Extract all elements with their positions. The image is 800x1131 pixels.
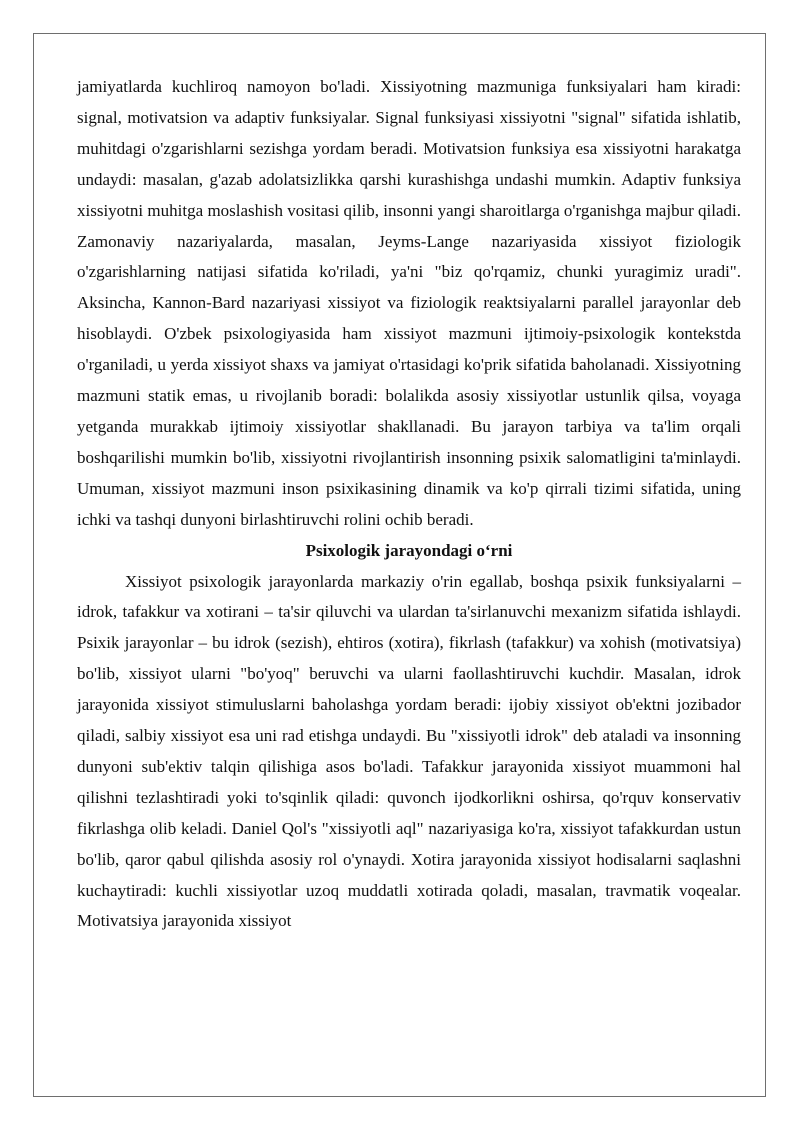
document-body (77, 72, 741, 937)
body-paragraph: jamiyatlarda kuchliroq namoyon bo'ladi. Xissiyotning mazmuniga funksiyalari ham kiradi: signal, motivatsion va adaptiv funksiyalar. Signal funksiyasi xissiyotni "signal" sifatida ishlatib, muhitdagi o'zgarishlarni sezishga yordam beradi. Motivatsion funksiya esa xissiyotni harakatga undaydi: masalan, g'azab adolatsizlikka qarshi kurashishga undashi mumkin. Adaptiv funksiya xissiyotni muhitga moslashish vositasi qilib, insonni yangi sharoitlarga o'rganishga majbur qiladi. Zamonaviy nazariyalarda, masalan, Jeyms-Lange nazariyasida xissiyot fiziologik o'zgarishlarning natijasi sifatida ko'riladi, ya'ni "biz qo'rqamiz, chunki yuragimiz uradi". Aksincha, Kannon-Bard nazariyasi xissiyot va fiziologik reaktsiyalarni parallel jarayonlar deb hisoblaydi. O'zbek psixologiyasida ham xissiyot mazmuni ijtimoiy-psixologik kontekstda o'rganiladi, u yerda xissiyot shaxs va jamiyat o'rtasidagi ko'prik sifatida baholanadi. Xissiyotning mazmuni statik emas, u rivojlanib boradi: bolalikda asosiy xissiyotlar ustunlik qilsa, voyaga yetganda murakkab ijtimoiy xissiyotlar shakllanadi. Bu jarayon tarbiya va ta'lim orqali boshqarilishi mumkin bo'lib, xissiyotni rivojlantirish insonning psixik salomatligini ta'minlaydi. Umuman, xissiyot mazmuni inson psixikasining dinamik va ko'p qirrali tizimi sifatida, uning ichki va tashqi dunyoni birlashtiruvchi rolini ochib beradi. (77, 77, 741, 529)
body-paragraph: Xissiyot psixologik jarayonlarda markaziy o'rin egallab, boshqa psixik funksiyalarni – idrok, tafakkur va xotirani – ta'sir qiluvchi va ulardan ta'sirlanuvchi mexanizm sifatida ishlaydi. Psixik jarayonlar – bu idrok (sezish), ehtiros (xotira), fikrlash (tafakkur) va xohish (motivatsiya) bo'lib, xissiyot ularni "bo'yoq" beruvchi va ularni faollashtiruvchi kuchdir. Masalan, idrok jarayonida xissiyot stimuluslarni baholashga yordam beradi: ijobiy xissiyot ob'ektni jozibador qiladi, salbiy xissiyot esa uni rad etishga undaydi. Bu "xissiyotli idrok" deb ataladi va insonning dunyoni sub'ektiv talqin qilishiga asos bo'ladi. Tafakkur jarayonida xissiyot muammoni hal qilishni tezlashtiradi yoki to'sqinlik qiladi: quvonch ijodkorlikni oshirsa, qo'rquv konservativ fikrlashga olib keladi. Daniel Qol's "xissiyotli aql" nazariyasiga ko'ra, xissiyot tafakkurdan ustun bo'lib, qaror qabul qilishda asosiy rol o'ynaydi. Xotira jarayonida xissiyot hodisalarni saqlashni kuchaytiradi: kuchli xissiyotlar uzoq muddatli xotirada qoladi, masalan, travmatik voqealar. Motivatsiya jarayonida xissiyot (77, 571, 741, 931)
section-heading: Psixologik jarayondagi o‘rni (305, 540, 513, 560)
